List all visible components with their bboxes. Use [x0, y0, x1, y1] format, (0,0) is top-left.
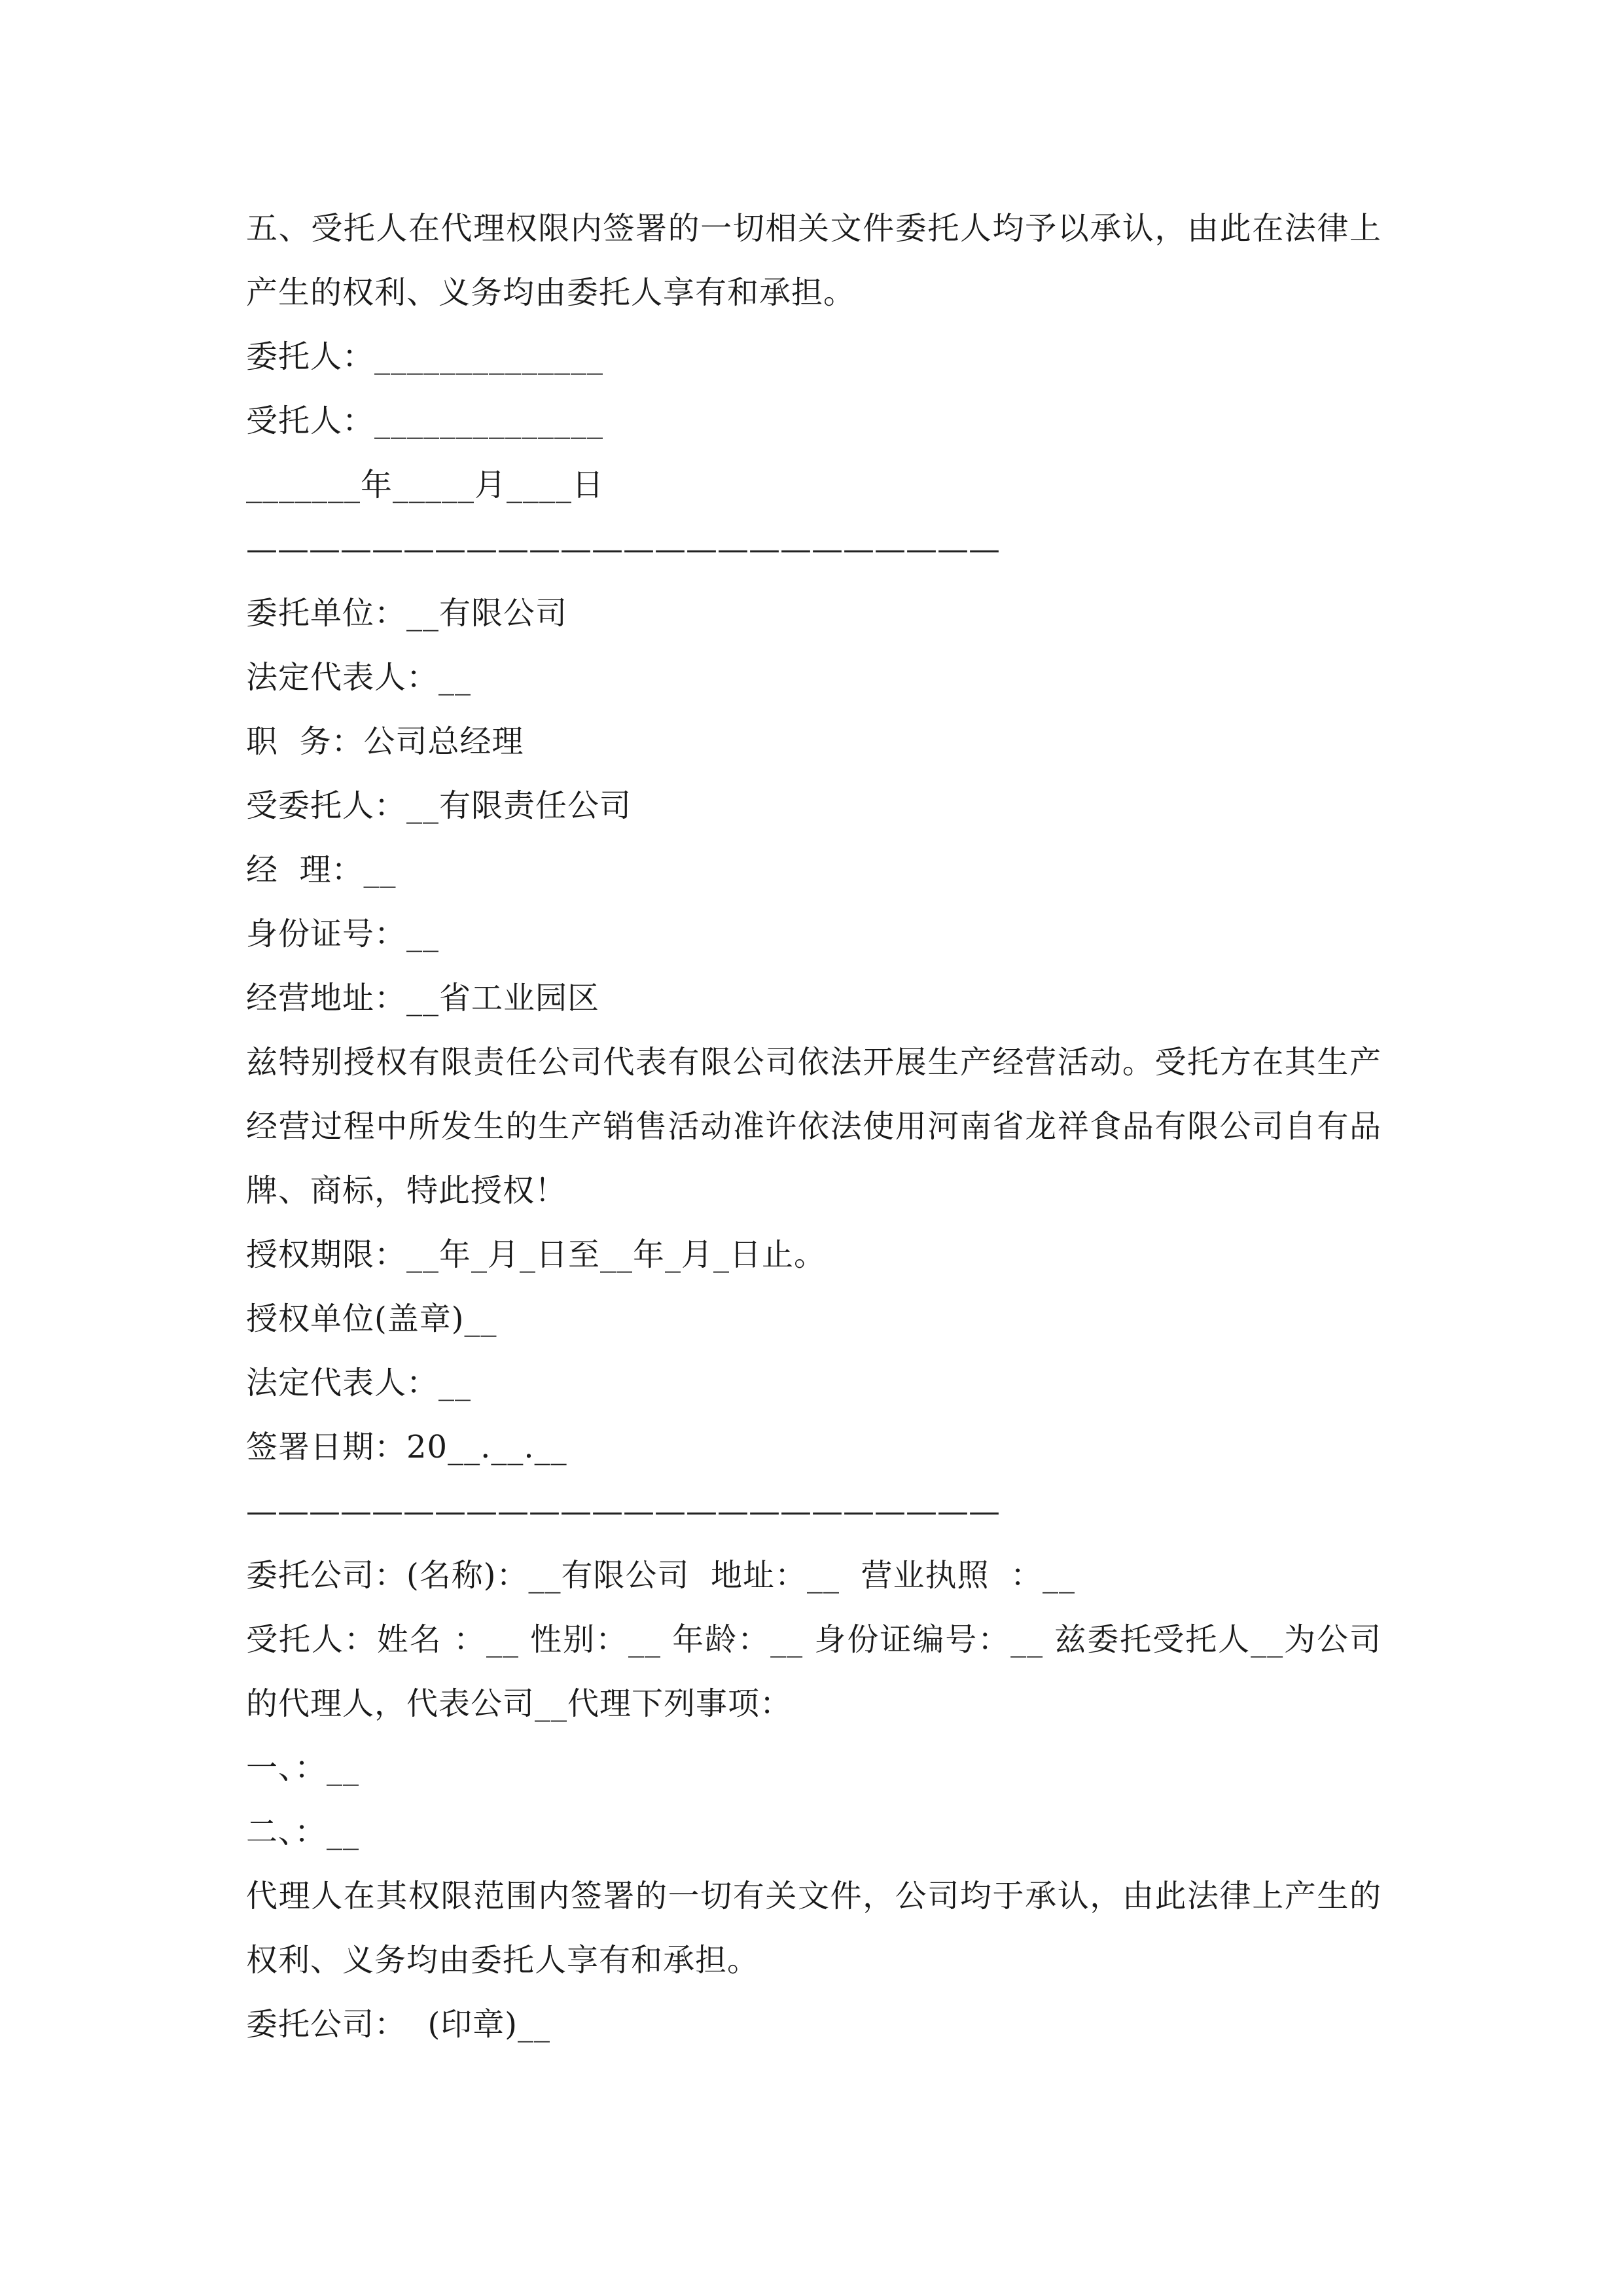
- entrusting-unit-line: 委托单位：__有限公司: [246, 595, 568, 632]
- section-divider-1: ————————————————————————: [246, 531, 1000, 567]
- id-number-line: 身份证号：__: [246, 916, 440, 952]
- agent-signature-line: 受托人：______________: [246, 403, 604, 439]
- principal-signature-line: 委托人：______________: [246, 338, 604, 375]
- authorization-paragraph: 兹特别授权有限责任公司代表有限公司依法开展生产经营活动。受托方在其生产经营过程中所发生的生产销售活动准许依法使用河南省龙祥食品有限公司自有品牌、商标，特此授权！: [246, 1044, 1382, 1209]
- item-one-line: 一、：__: [246, 1749, 360, 1786]
- item-two-line: 二、：__: [246, 1814, 360, 1850]
- date-line: _______年_____月____日: [246, 467, 605, 503]
- signing-date-line: 签署日期：20__.__.__: [246, 1429, 567, 1465]
- document-body: [246, 196, 1382, 2056]
- entrusting-company-seal-line: 委托公司： (印章)__: [246, 2006, 550, 2043]
- legal-representative-line-2: 法定代表人：__: [246, 1365, 472, 1401]
- entrusting-company-line: 委托公司：(名称)：__有限公司 地址：__ 营业执照 ：__: [246, 1557, 1076, 1594]
- business-address-line: 经营地址：__省工业园区: [246, 980, 600, 1016]
- agent-details-paragraph: 受托人：姓名 ：__ 性别：__ 年龄：__ 身份证编号：__ 兹委托受托人__为公司的代理人，代表公司__代理下列事项：: [246, 1621, 1382, 1722]
- authorizing-unit-seal-line: 授权单位(盖章)__: [246, 1300, 497, 1337]
- manager-line: 经 理：__: [246, 852, 397, 888]
- clause-five-paragraph: 五、受托人在代理权限内签署的一切相关文件委托人均予以承认，由此在法律上产生的权利、义务均由委托人享有和承担。: [246, 210, 1382, 311]
- legal-representative-line: 法定代表人：__: [246, 659, 472, 696]
- agent-acknowledgement-paragraph: 代理人在其权限范围内签署的一切有关文件，公司均于承认，由此法律上产生的权利、义务均由委托人享有和承担。: [246, 1878, 1382, 1979]
- position-line: 职 务：公司总经理: [246, 723, 524, 760]
- authorization-period-line: 授权期限：__年_月_日至__年_月_日止。: [246, 1236, 827, 1273]
- entrusted-party-line: 受委托人：__有限责任公司: [246, 787, 632, 824]
- section-divider-2: ————————————————————————: [246, 1493, 1000, 1530]
